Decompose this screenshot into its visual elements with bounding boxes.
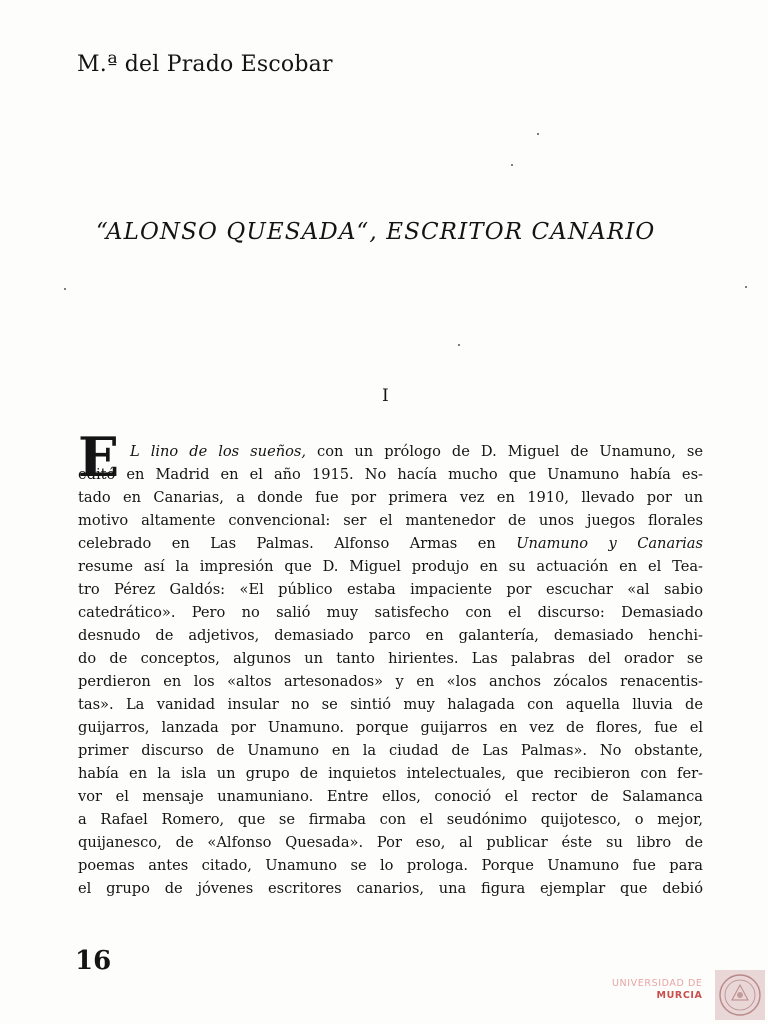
university-seal-icon <box>715 970 765 1020</box>
paragraph-line: el grupo de jóvenes escritores canarios, una figura ejemplar que debió <box>78 880 703 897</box>
paragraph-line: perdieron en los «altos artesonados» y en «los anchos zócalos renacentis- <box>78 673 703 690</box>
scan-speck <box>745 286 747 288</box>
paragraph-line: do de conceptos, algunos un tanto hirientes. Las palabras del orador se <box>78 650 703 667</box>
body-paragraph <box>78 440 703 900</box>
paragraph-line: guijarros, lanzada por Unamuno. porque guijarros en vez de flores, fue el <box>78 719 703 736</box>
paragraph-line: quijanesco, de «Alfonso Quesada». Por eso, al publicar éste su libro de <box>78 834 703 851</box>
paragraph-line: resume así la impresión que D. Miguel produjo en su actuación en el Tea- <box>78 558 703 575</box>
watermark-line-2: MURCIA <box>656 990 703 1001</box>
paragraph-line: vor el mensaje unamuniano. Entre ellos, conoció el rector de Salamanca <box>78 788 703 805</box>
scan-speck <box>458 344 460 346</box>
paragraph-line: primer discurso de Unamuno en la ciudad de Las Palmas». No obstante, <box>78 742 703 759</box>
paragraph-line: tro Pérez Galdós: «El público estaba impaciente por escuchar «al sabio <box>78 581 703 598</box>
author-name: M.ª del Prado Escobar <box>77 52 333 77</box>
watermark-line-1: UNIVERSIDAD DE <box>612 978 703 989</box>
scan-speck <box>537 133 539 135</box>
paragraph-line: celebrado en Las Palmas. Alfonso Armas en Unamuno y Canarias <box>78 535 703 552</box>
section-number: I <box>382 386 389 406</box>
line-text: L lino de los sueños, con un prólogo de D. Miguel de Unamuno, se <box>130 443 703 460</box>
scan-speck <box>64 288 66 290</box>
paragraph-line: a Rafael Romero, que se firmaba con el seudónimo quijotesco, o mejor, <box>78 811 703 828</box>
drop-cap: E <box>78 425 120 489</box>
paragraph-line: había en la isla un grupo de inquietos intelectuales, que recibieron con fer- <box>78 765 703 782</box>
page-number: 16 <box>75 946 112 976</box>
paragraph-line: editó en Madrid en el año 1915. No hacía mucho que Unamuno había es- <box>78 466 703 483</box>
article-title: “ALONSO QUESADA“, ESCRITOR CANARIO <box>96 219 656 245</box>
university-watermark <box>612 978 703 1002</box>
paragraph-line: tas». La vanidad insular no se sintió muy halagada con aquella lluvia de <box>78 696 703 713</box>
paragraph-line: poemas antes citado, Unamuno se lo prologa. Porque Unamuno fue para <box>78 857 703 874</box>
paragraph-line: motivo altamente convencional: ser el mantenedor de unos juegos florales <box>78 512 703 529</box>
paragraph-line: catedrático». Pero no salió muy satisfecho con el discurso: Demasiado <box>78 604 703 621</box>
paragraph-line <box>78 440 703 463</box>
paragraph-line: desnudo de adjetivos, demasiado parco en galantería, demasiado henchi- <box>78 627 703 644</box>
paragraph-line: tado en Canarias, a donde fue por primera vez en 1910, llevado por un <box>78 489 703 506</box>
scan-speck <box>511 164 513 166</box>
